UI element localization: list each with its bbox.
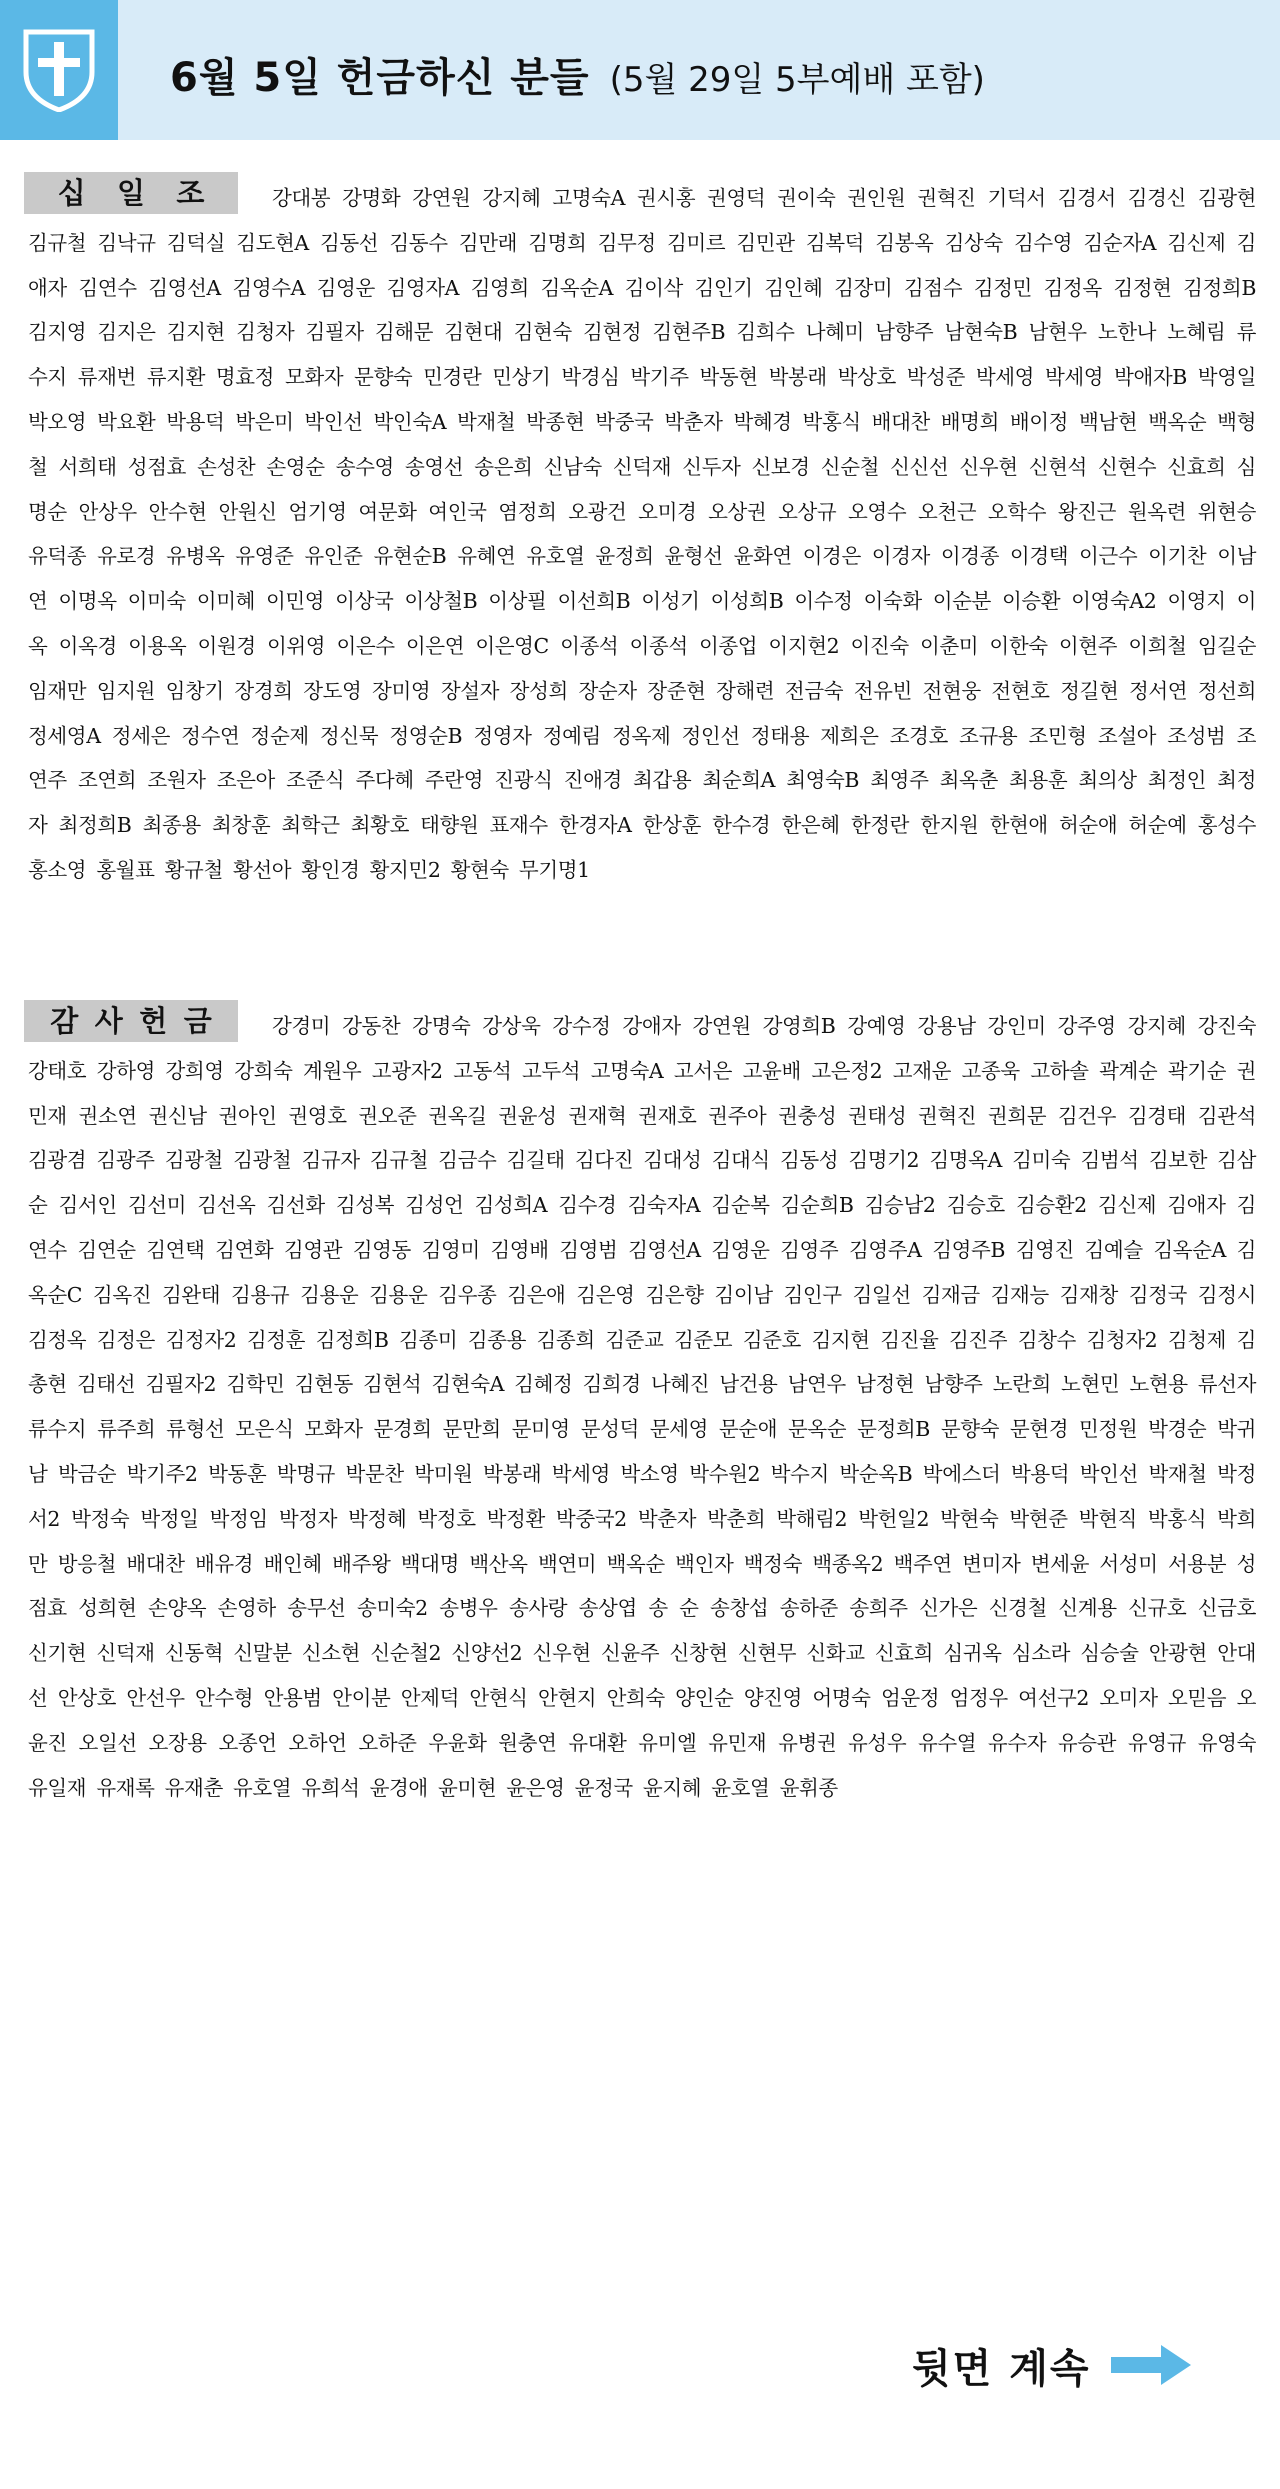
header-band <box>0 0 1280 140</box>
label-char: 감 <box>50 1004 79 1038</box>
label-char: 사 <box>94 1004 123 1038</box>
label-char: 십 <box>57 176 86 210</box>
label-char: 헌 <box>139 1004 168 1038</box>
cross-shield-icon <box>20 28 98 112</box>
title-main: 6월 5일 헌금하신 분들 <box>170 55 590 101</box>
continued-text: 뒷면 계속 <box>912 2345 1091 2392</box>
label-indent <box>28 204 272 205</box>
church-logo <box>0 0 118 140</box>
label-char: 금 <box>183 1004 212 1038</box>
label-char: 일 <box>116 176 145 210</box>
arrow-right-icon <box>1111 2343 1193 2387</box>
thanks-names: 강경미 강동찬 강명숙 강상욱 강수정 강애자 강연원 강영희B 강예영 강용남 강인미 강주영 강지혜 강진숙 강태호 강하영 강희영 강희숙 계원우 고광자2 고동석 고두석 고명숙A 고서은 고윤배 고은정2 고재운 고종욱 고하솔 곽계순 곽기순 권민재 권소연 권신남 권아인 권영호 권오준 권옥길 권윤성 권재혁 권재호 권주아 권충성 권태성 권혁진 권희문 김건우 김경태 김관석 김광겸 김광주 김광철 김광철 김규자 김규철 김금수 김길태 김다진 김대성 김대식 김동성 김명기2 김명옥A 김미숙 김범석 김보한 김삼순 김서인 김선미 김선옥 김선화 김성복 김성언 김성희A 김수경 김숙자A 김순복 김순희B 김승남2 김승호 김승환2 김신제 김애자 김연수 김연순 김연택 김연화 김영관 김영동 김영미 김영배 김영범 김영선A 김영운 김영주 김영주A 김영주B 김영진 김예슬 김옥순A 김옥순C 김옥진 김완태 김용규 김용운 김용운 김우종 김은애 김은영 김은향 김이남 김인구 김일선 김재금 김재능 김재창 김정국 김정시 김정옥 김정은 김정자2 김정훈 김정희B 김종미 김종용 김종희 김준교 김준모 김준호 김지현 김진율 김진주 김창수 김청자2 김청제 김총현 김태선 김필자2 김학민 김현동 김현석 김현숙A 김혜정 김희경 나혜진 남건용 남연우 남정현 남향주 노란희 노현민 노현용 류선자 류수지 류주희 류형선 모은식 모화자 문경희 문만희 문미영 문성덕 문세영 문순애 문옥순 문정희B 문향숙 문현경 민정원 박경순 박귀남 박금순 박기주2 박동훈 박명규 박문찬 박미원 박봉래 박세영 박소영 박수원2 박수지 박순옥B 박에스더 박용덕 박인선 박재철 박정서2 박정숙 박정일 박정임 박정자 박정혜 박정호 박정환 박중국2 박춘자 박춘희 박해림2 박헌일2 박현숙 박현준 박현직 박홍식 박희만 방응철 배대찬 배유경 배인혜 배주왕 백대명 백산옥 백연미 백옥순 백인자 백정숙 백종옥2 백주연 변미자 변세윤 서성미 서용분 성점효 성희현 손양옥 손영하 송무선 송미숙2 송병우 송사랑 송상엽 송 순 송창섭 송하준 송희주 신가은 신경철 신계용 신규호 신금호 신기현 신덕재 신동혁 신말분 신소현 신순철2 신양선2 신우현 신윤주 신창현 신현무 신화교 신효희 심귀옥 심소라 심승술 안광현 안대선 안상호 안선우 안수형 안용범 안이분 안제덕 안현식 안현지 안희숙 양인순 양진영 어명숙 엄운정 엄정우 여선구2 오미자 오믿음 오윤진 오일선 오장용 오종언 오하언 오하준 우윤화 원충연 유대환 유미엘 유민재 유병권 유성우 유수열 유수자 유승관 유영규 유영숙 유일재 유재록 유재춘 유호열 유희석 윤경애 윤미현 윤은영 윤정국 윤지혜 윤호열 윤휘종 <box>28 1014 1256 1800</box>
label-indent <box>28 1032 272 1033</box>
label-char: 조 <box>176 176 205 210</box>
page-title <box>170 46 985 106</box>
tithe-names: 강대봉 강명화 강연원 강지혜 고명숙A 권시홍 권영덕 권이숙 권인원 권혁진 기덕서 김경서 김경신 김광현 김규철 김낙규 김덕실 김도현A 김동선 김동수 김만래 김명희 김무정 김미르 김민관 김복덕 김봉옥 김상숙 김수영 김순자A 김신제 김애자 김연수 김영선A 김영수A 김영운 김영자A 김영희 김옥순A 김이삭 김인기 김인혜 김장미 김점수 김정민 김정옥 김정현 김정희B 김지영 김지은 김지현 김청자 김필자 김해문 김현대 김현숙 김현정 김현주B 김희수 나혜미 남향주 남현숙B 남현우 노한나 노혜림 류수지 류재번 류지환 명효정 모화자 문향숙 민경란 민상기 박경심 박기주 박동현 박봉래 박상호 박성준 박세영 박세영 박애자B 박영일 박오영 박요환 박용덕 박은미 박인선 박인숙A 박재철 박종현 박중국 박춘자 박혜경 박홍식 배대찬 배명희 배이정 백남현 백옥순 백형철 서희태 성점효 손성찬 손영순 송수영 송영선 송은희 신남숙 신덕재 신두자 신보경 신순철 신신선 신우현 신현석 신현수 신효희 심명순 안상우 안수현 안원신 엄기영 여문화 여인국 염정희 오광건 오미경 오상권 오상규 오영수 오천근 오학수 왕진근 원옥련 위현승 유덕종 유로경 유병옥 유영준 유인준 유현순B 유혜연 유호열 윤정희 윤형선 윤화연 이경은 이경자 이경종 이경택 이근수 이기찬 이남연 이명옥 이미숙 이미혜 이민영 이상국 이상철B 이상필 이선희B 이성기 이성희B 이수정 이숙화 이순분 이승환 이영숙A2 이영지 이 옥 이옥경 이용옥 이원경 이위영 이은수 이은연 이은영C 이종석 이종석 이종업 이지현2 이진숙 이춘미 이한숙 이현주 이희철 임길순 임재만 임지원 임창기 장경희 장도영 장미영 장설자 장성희 장순자 장준현 장해련 전금숙 전유빈 전현웅 전현호 정길현 정서연 정선희 정세영A 정세은 정수연 정순제 정신묵 정영순B 정영자 정예림 정옥제 정인선 정태용 제희은 조경호 조규용 조민형 조설아 조성범 조연주 조연희 조원자 조은아 조준식 주다혜 주란영 진광식 진애경 최갑용 최순희A 최영숙B 최영주 최옥춘 최용훈 최의상 최정인 최정자 최정희B 최종용 최창훈 최학근 최황호 태향원 표재수 한경자A 한상훈 한수경 한은혜 한정란 한지원 한현애 허순애 허순예 홍성수 홍소영 홍월표 황규철 황선아 황인경 황지민2 황현숙 무기명1 <box>28 186 1256 882</box>
tithe-names-block <box>28 176 1256 893</box>
title-subtitle: (5월 29일 5부예배 포함) <box>609 60 985 100</box>
thanks-names-block <box>28 1004 1256 1810</box>
continued-footer <box>912 2330 1193 2400</box>
